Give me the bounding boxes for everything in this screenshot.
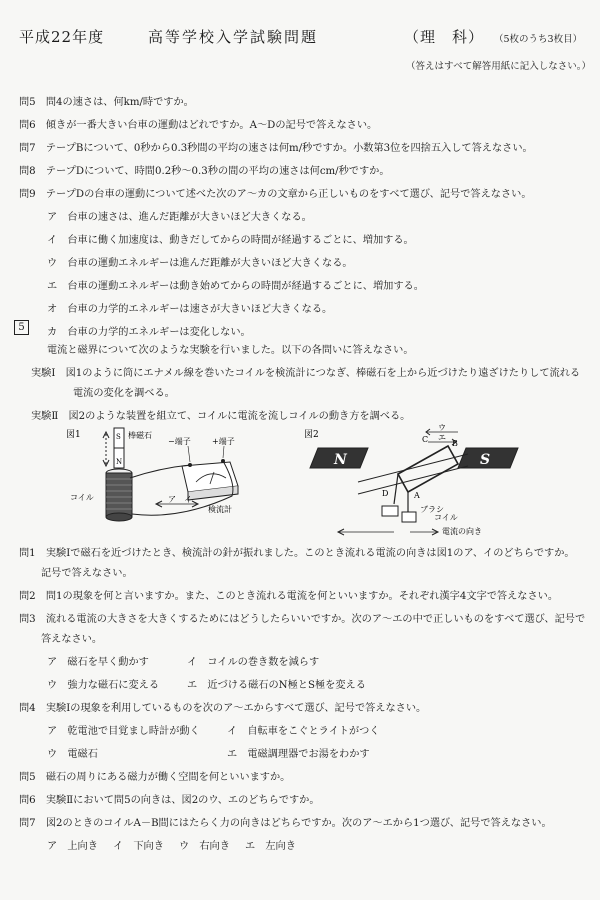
question-4-6: 問6 傾きが一番大きい台車の運動はどれですか。A～Dの記号で答えなさい。 xyxy=(19,120,378,131)
question-5-6: 問6 実験Ⅱにおいて問5の向きは、図2のウ、エのどちらですか。 xyxy=(19,795,320,806)
figure-2-diagram xyxy=(298,424,538,544)
magnet-n-label: N xyxy=(334,452,347,468)
question-4-5: 問5 問4の速さは、何km/時ですか。 xyxy=(19,97,194,108)
magnet-s-pole: S xyxy=(116,433,121,441)
question-5-3-line1: 問3 流れる電流の大きさを大きくするためにはどうしたらいいですか。次のア～エの中で正しいものをすべて選び、記号で xyxy=(19,614,586,625)
direction-e-label: エ xyxy=(438,433,446,442)
minus-terminal-label: −端子 xyxy=(168,437,191,446)
option-5-4-u: ウ 電磁石 xyxy=(47,749,98,760)
question-5-1-line2: 記号で答えなさい。 xyxy=(41,568,133,579)
option-4-9-u: ウ 台車の運動エネルギーは進んだ距離が大きいほど大きくなる。 xyxy=(47,258,353,269)
answer-note: （答えはすべて解答用紙に記入しなさい。） xyxy=(406,61,592,72)
direction-i-label: イ xyxy=(184,495,192,504)
option-5-4-e: エ 電磁調理器でお湯をわかす xyxy=(227,749,370,760)
exam-title: 高等学校入学試験問題 xyxy=(148,28,319,46)
option-5-7-i: イ 下向き xyxy=(113,841,164,852)
option-4-9-o: オ 台車の力学的エネルギーは速さが大きいほど大きくなる。 xyxy=(47,304,333,315)
point-b-label: B xyxy=(452,439,458,448)
option-4-9-a: ア 台車の速さは、進んだ距離が大きいほど大きくなる。 xyxy=(47,212,312,223)
option-5-3-a: ア 磁石を早く動かす xyxy=(47,657,149,668)
current-direction-label: 電流の向き xyxy=(442,527,482,536)
exam-subject: （理 科） xyxy=(404,28,485,46)
question-5-2: 問2 問1の現象を何と言いますか。また、このとき流れる電流を何といいますか。それぞれ漢字4文字で答えなさい。 xyxy=(19,591,559,602)
question-5-3-line2: 答えなさい。 xyxy=(41,634,103,645)
magnet-s-label: S xyxy=(480,452,491,468)
brush-label: ブラシ xyxy=(420,505,444,514)
exam-year: 平成22年度 xyxy=(19,28,105,46)
experiment-2: 実験Ⅱ 図2のような装置を組立て、コイルに電流を流しコイルの動き方を調べる。 xyxy=(31,411,411,422)
point-a-label: A xyxy=(414,491,420,500)
experiment-1-line1: 実験Ⅰ 図1のように筒にエナメル線を巻いたコイルを検流計につなぎ、棒磁石を上から近づけたり遠ざけたりして流れる xyxy=(31,368,581,379)
option-5-3-i: イ コイルの巻き数を減らす xyxy=(187,657,320,668)
coil-cylinder xyxy=(106,473,132,517)
option-5-4-a: ア 乾電池で目覚まし時計が動く xyxy=(47,726,200,737)
magnet-n-pole: N xyxy=(116,458,123,466)
question-4-7: 問7 テープBについて、0秒から0.3秒間の平均の速さは何m/秒ですか。小数第3位を四捨五入して答えなさい。 xyxy=(19,143,533,154)
direction-a-label: ア xyxy=(168,495,176,504)
option-5-4-i: イ 自転車をこぐとライトがつく xyxy=(227,726,380,737)
figure-1-diagram xyxy=(60,424,260,544)
plus-terminal-label: +端子 xyxy=(212,437,235,446)
question-5-7: 問7 図2のときのコイルA－B間にはたらく力の向きはどちらですか。次のア～エから1つ選び、記号で答えなさい。 xyxy=(19,818,552,829)
coil-frame xyxy=(398,446,458,492)
question-5-5: 問5 磁石の周りにある磁力が働く空間を何といいますか。 xyxy=(19,772,291,783)
section-number: 5 xyxy=(14,320,29,335)
experiment-1-line2: 電流の変化を調べる。 xyxy=(73,388,175,399)
option-4-9-ka: カ 台車の力学的エネルギーは変化しない。 xyxy=(47,327,251,338)
option-5-7-a: ア 上向き xyxy=(47,841,98,852)
galvanometer-label: 検流計 xyxy=(208,505,232,514)
question-5-1-line1: 問1 実験Ⅰで磁石を近づけたとき、検流計の針が振れました。このとき流れる電流の向きは図1のア、イのどちらですか。 xyxy=(19,548,575,559)
page-info: （5枚のうち3枚目） xyxy=(494,34,583,45)
coil-label: コイル xyxy=(70,493,94,502)
option-5-7-e: エ 左向き xyxy=(245,841,296,852)
question-4-8: 問8 テープDについて、時間0.2秒～0.3秒の間の平均の速さは何cm/秒ですか。 xyxy=(19,166,390,177)
question-5-4: 問4 実験Ⅰの現象を利用しているものを次のア～エからすべて選び、記号で答えなさい。 xyxy=(19,703,427,714)
option-5-3-u: ウ 強力な磁石に変える xyxy=(47,680,160,691)
figure-2-title: 図2 xyxy=(304,430,319,440)
option-4-9-e: エ 台車の運動エネルギーは動き始めてからの時間が経過するごとに、増加する。 xyxy=(47,281,424,292)
option-4-9-i: イ 台車に働く加速度は、動きだしてからの時間が経過するごとに、増加する。 xyxy=(47,235,414,246)
magnet-label: 棒磁石 xyxy=(128,431,152,440)
question-4-9: 問9 テープDの台車の運動について述べた次のア～カの文章から正しいものをすべて選び、記号で答えなさい。 xyxy=(19,189,532,200)
coil-label-2: コイル xyxy=(434,513,458,522)
direction-u-label: ウ xyxy=(438,424,446,432)
figure-1-title: 図1 xyxy=(66,430,81,440)
section-5-intro: 電流と磁界について次のような実験を行いました。以下の各問いに答えなさい。 xyxy=(47,345,414,356)
point-d-label: D xyxy=(382,489,389,498)
option-5-3-e: エ 近づける磁石のN極とS極を変える xyxy=(187,680,366,691)
option-5-7-u: ウ 右向き xyxy=(179,841,230,852)
point-c-label: C xyxy=(422,435,429,444)
